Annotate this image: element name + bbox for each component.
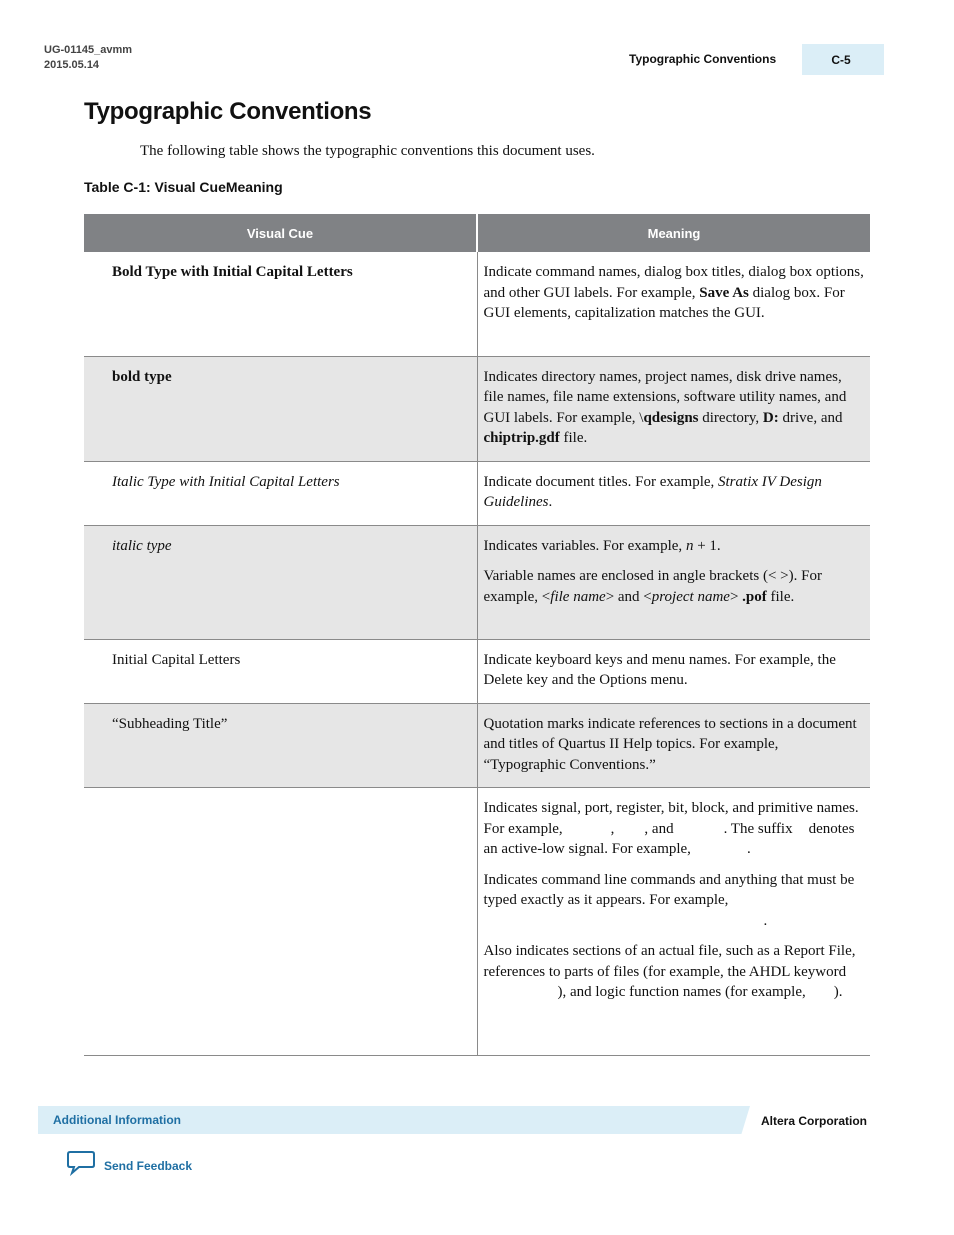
meaning-text: Variable names are enclosed in angle brackets (< >). For example, < — [483, 568, 822, 605]
meaning-text: Indicates signal, port, register, bit, block, and primitive names. For example, — [483, 800, 859, 837]
meaning-cell — [477, 525, 870, 639]
meaning-text: file. — [559, 430, 588, 446]
meaning-text: , and — [644, 820, 674, 837]
visual-cue-cell: bold type — [84, 356, 477, 461]
meaning-bold: Save As — [699, 284, 749, 301]
meaning-cell — [477, 639, 870, 703]
doc-date: 2015.05.14 — [44, 59, 100, 71]
meaning-text: Also indicates sections of an actual file, such as a Report File, references to parts of files (for example, the AHDL keyword — [483, 943, 856, 980]
meaning-text: , — [610, 820, 615, 837]
column-header-meaning: Meaning — [477, 214, 870, 252]
meaning-cell — [477, 788, 870, 1056]
meaning-cell — [477, 703, 870, 788]
meaning-text: drive, and — [778, 409, 843, 426]
table-row — [84, 461, 870, 525]
table-row — [84, 356, 870, 461]
table-row — [84, 525, 870, 639]
meaning-italic: file name — [550, 588, 606, 605]
meaning-text: . — [548, 494, 553, 510]
table-header-row — [84, 214, 870, 252]
meaning-italic: n — [685, 537, 694, 554]
company-name: Altera Corporation — [761, 1114, 868, 1128]
meaning-text: + 1. — [693, 537, 721, 554]
document-id — [44, 43, 132, 73]
meaning-text: . — [763, 912, 768, 929]
column-header-visual-cue: Visual Cue — [84, 214, 477, 252]
page-title: Typographic Conventions — [84, 98, 372, 125]
send-feedback-link[interactable] — [66, 1150, 192, 1181]
table-caption: Table C-1: Visual CueMeaning — [84, 179, 283, 195]
table-row — [84, 788, 870, 1056]
meaning-text: > — [729, 588, 743, 605]
header-section-title: Typographic Conventions — [629, 52, 777, 66]
meaning-italic: project name — [651, 588, 730, 605]
meaning-text: Quotation marks indicate references to sections in a document and titles of Quartus II Help topics. For example, “Typographic Conventions.” — [483, 715, 857, 773]
additional-information-link[interactable]: Additional Information — [53, 1113, 181, 1127]
meaning-text: . — [746, 841, 751, 857]
visual-cue-cell — [84, 788, 477, 1056]
meaning-text: file. — [766, 588, 795, 605]
meaning-text: Indicates command line commands and anything that must be typed exactly as it appears. For example, — [483, 871, 855, 908]
meaning-text: Indicate command names, dialog box titles, dialog box options, and other GUI labels. For example, — [483, 264, 864, 301]
meaning-cell — [477, 461, 870, 525]
visual-cue-cell: Italic Type with Initial Capital Letters — [84, 461, 477, 525]
meaning-text: ), and logic function names (for example, — [557, 984, 806, 1000]
visual-cue-cell: Bold Type with Initial Capital Letters — [84, 252, 477, 356]
intro-text: The following table shows the typographic conventions this document uses. — [140, 143, 595, 159]
meaning-cell — [477, 252, 870, 356]
visual-cue-cell: italic type — [84, 525, 477, 639]
feedback-icon — [66, 1150, 96, 1181]
send-feedback-label[interactable]: Send Feedback — [104, 1158, 193, 1173]
meaning-text: ). — [833, 984, 843, 1000]
meaning-cell — [477, 356, 870, 461]
meaning-text: denotes an active-low signal. For example, — [483, 820, 855, 857]
meaning-text: . The suffix — [723, 820, 793, 837]
visual-cue-cell: “Subheading Title” — [84, 703, 477, 788]
conventions-table — [84, 214, 870, 1056]
meaning-bold: qdesigns — [643, 409, 699, 426]
meaning-text: dialog box. For GUI elements, capitalization matches the GUI. — [483, 284, 845, 321]
table-row — [84, 252, 870, 356]
doc-number: UG-01145_avmm — [44, 44, 133, 56]
meaning-text: Indicate keyboard keys and menu names. For example, the Delete key and the Options menu. — [483, 651, 836, 688]
meaning-text: Indicate document titles. For example, — [483, 473, 719, 490]
meaning-bold: chiptrip.gdf — [483, 430, 560, 446]
meaning-text: Indicates variables. For example, — [483, 537, 686, 554]
meaning-bold: .pof — [742, 588, 767, 605]
meaning-bold: D: — [762, 409, 779, 426]
table-row — [84, 703, 870, 788]
meaning-italic: Stratix IV Design Guidelines — [483, 473, 822, 510]
meaning-text: directory, — [698, 409, 763, 426]
table-row — [84, 639, 870, 703]
meaning-text: Indicates directory names, project names, disk drive names, file names, file name extensions, software utility names, and GUI labels. For example, \ — [483, 368, 847, 426]
visual-cue-cell: Initial Capital Letters — [84, 639, 477, 703]
header-page-number: C-5 — [798, 44, 884, 75]
meaning-text: > and < — [605, 588, 652, 605]
